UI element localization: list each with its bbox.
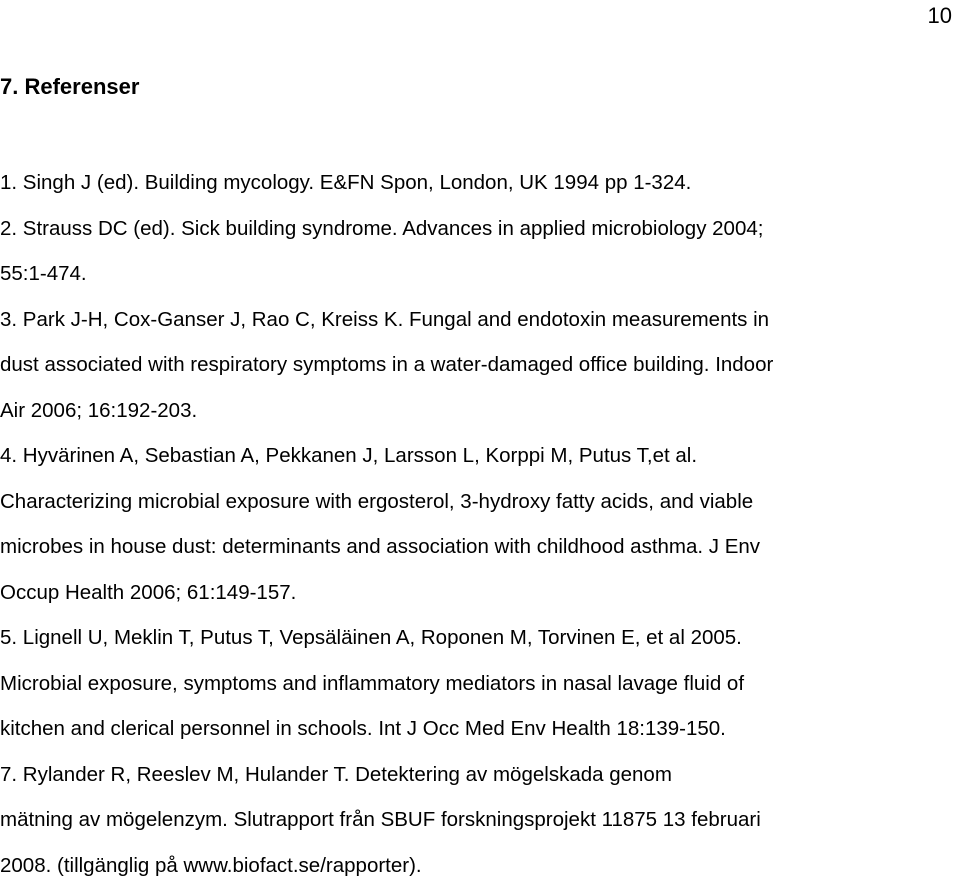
reference-line: dust associated with respiratory symptoms in a water-damaged office building. Indoor: [0, 353, 773, 376]
reference-line: 3. Park J-H, Cox-Ganser J, Rao C, Kreiss K. Fungal and endotoxin measurements in: [0, 308, 769, 331]
reference-line: Air 2006; 16:192-203.: [0, 399, 197, 422]
reference-item: [0, 615, 958, 752]
reference-line: Characterizing microbial exposure with ergosterol, 3-hydroxy fatty acids, and viable: [0, 490, 753, 513]
reference-line: 4. Hyvärinen A, Sebastian A, Pekkanen J, Larsson L, Korppi M, Putus T,et al.: [0, 444, 697, 467]
reference-line: kitchen and clerical personnel in schools. Int J Occ Med Env Health 18:139-150.: [0, 717, 726, 740]
reference-line: microbes in house dust: determinants and association with childhood asthma. J Env: [0, 535, 760, 558]
reference-item: [0, 752, 958, 888]
reference-line: 55:1-474.: [0, 262, 87, 285]
reference-line: 2. Strauss DC (ed). Sick building syndrome. Advances in applied microbiology 2004;: [0, 217, 763, 240]
reference-item: [0, 297, 958, 434]
reference-item: [0, 160, 958, 206]
section-heading: 7. Referenser: [0, 72, 139, 102]
reference-list: [0, 160, 958, 888]
reference-item: [0, 433, 958, 615]
reference-line: 2008. (tillgänglig på www.biofact.se/rapporter).: [0, 854, 422, 877]
page-number: 10: [928, 2, 952, 30]
reference-line: 5. Lignell U, Meklin T, Putus T, Vepsäläinen A, Roponen M, Torvinen E, et al 2005.: [0, 626, 742, 649]
reference-line: 7. Rylander R, Reeslev M, Hulander T. Detektering av mögelskada genom: [0, 763, 672, 786]
reference-line: mätning av mögelenzym. Slutrapport från SBUF forskningsprojekt 11875 13 februari: [0, 808, 761, 831]
reference-item: [0, 206, 958, 297]
reference-line: Occup Health 2006; 61:149-157.: [0, 581, 296, 604]
reference-line: Microbial exposure, symptoms and inflammatory mediators in nasal lavage fluid of: [0, 672, 744, 695]
reference-line: 1. Singh J (ed). Building mycology. E&FN Spon, London, UK 1994 pp 1-324.: [0, 171, 691, 194]
